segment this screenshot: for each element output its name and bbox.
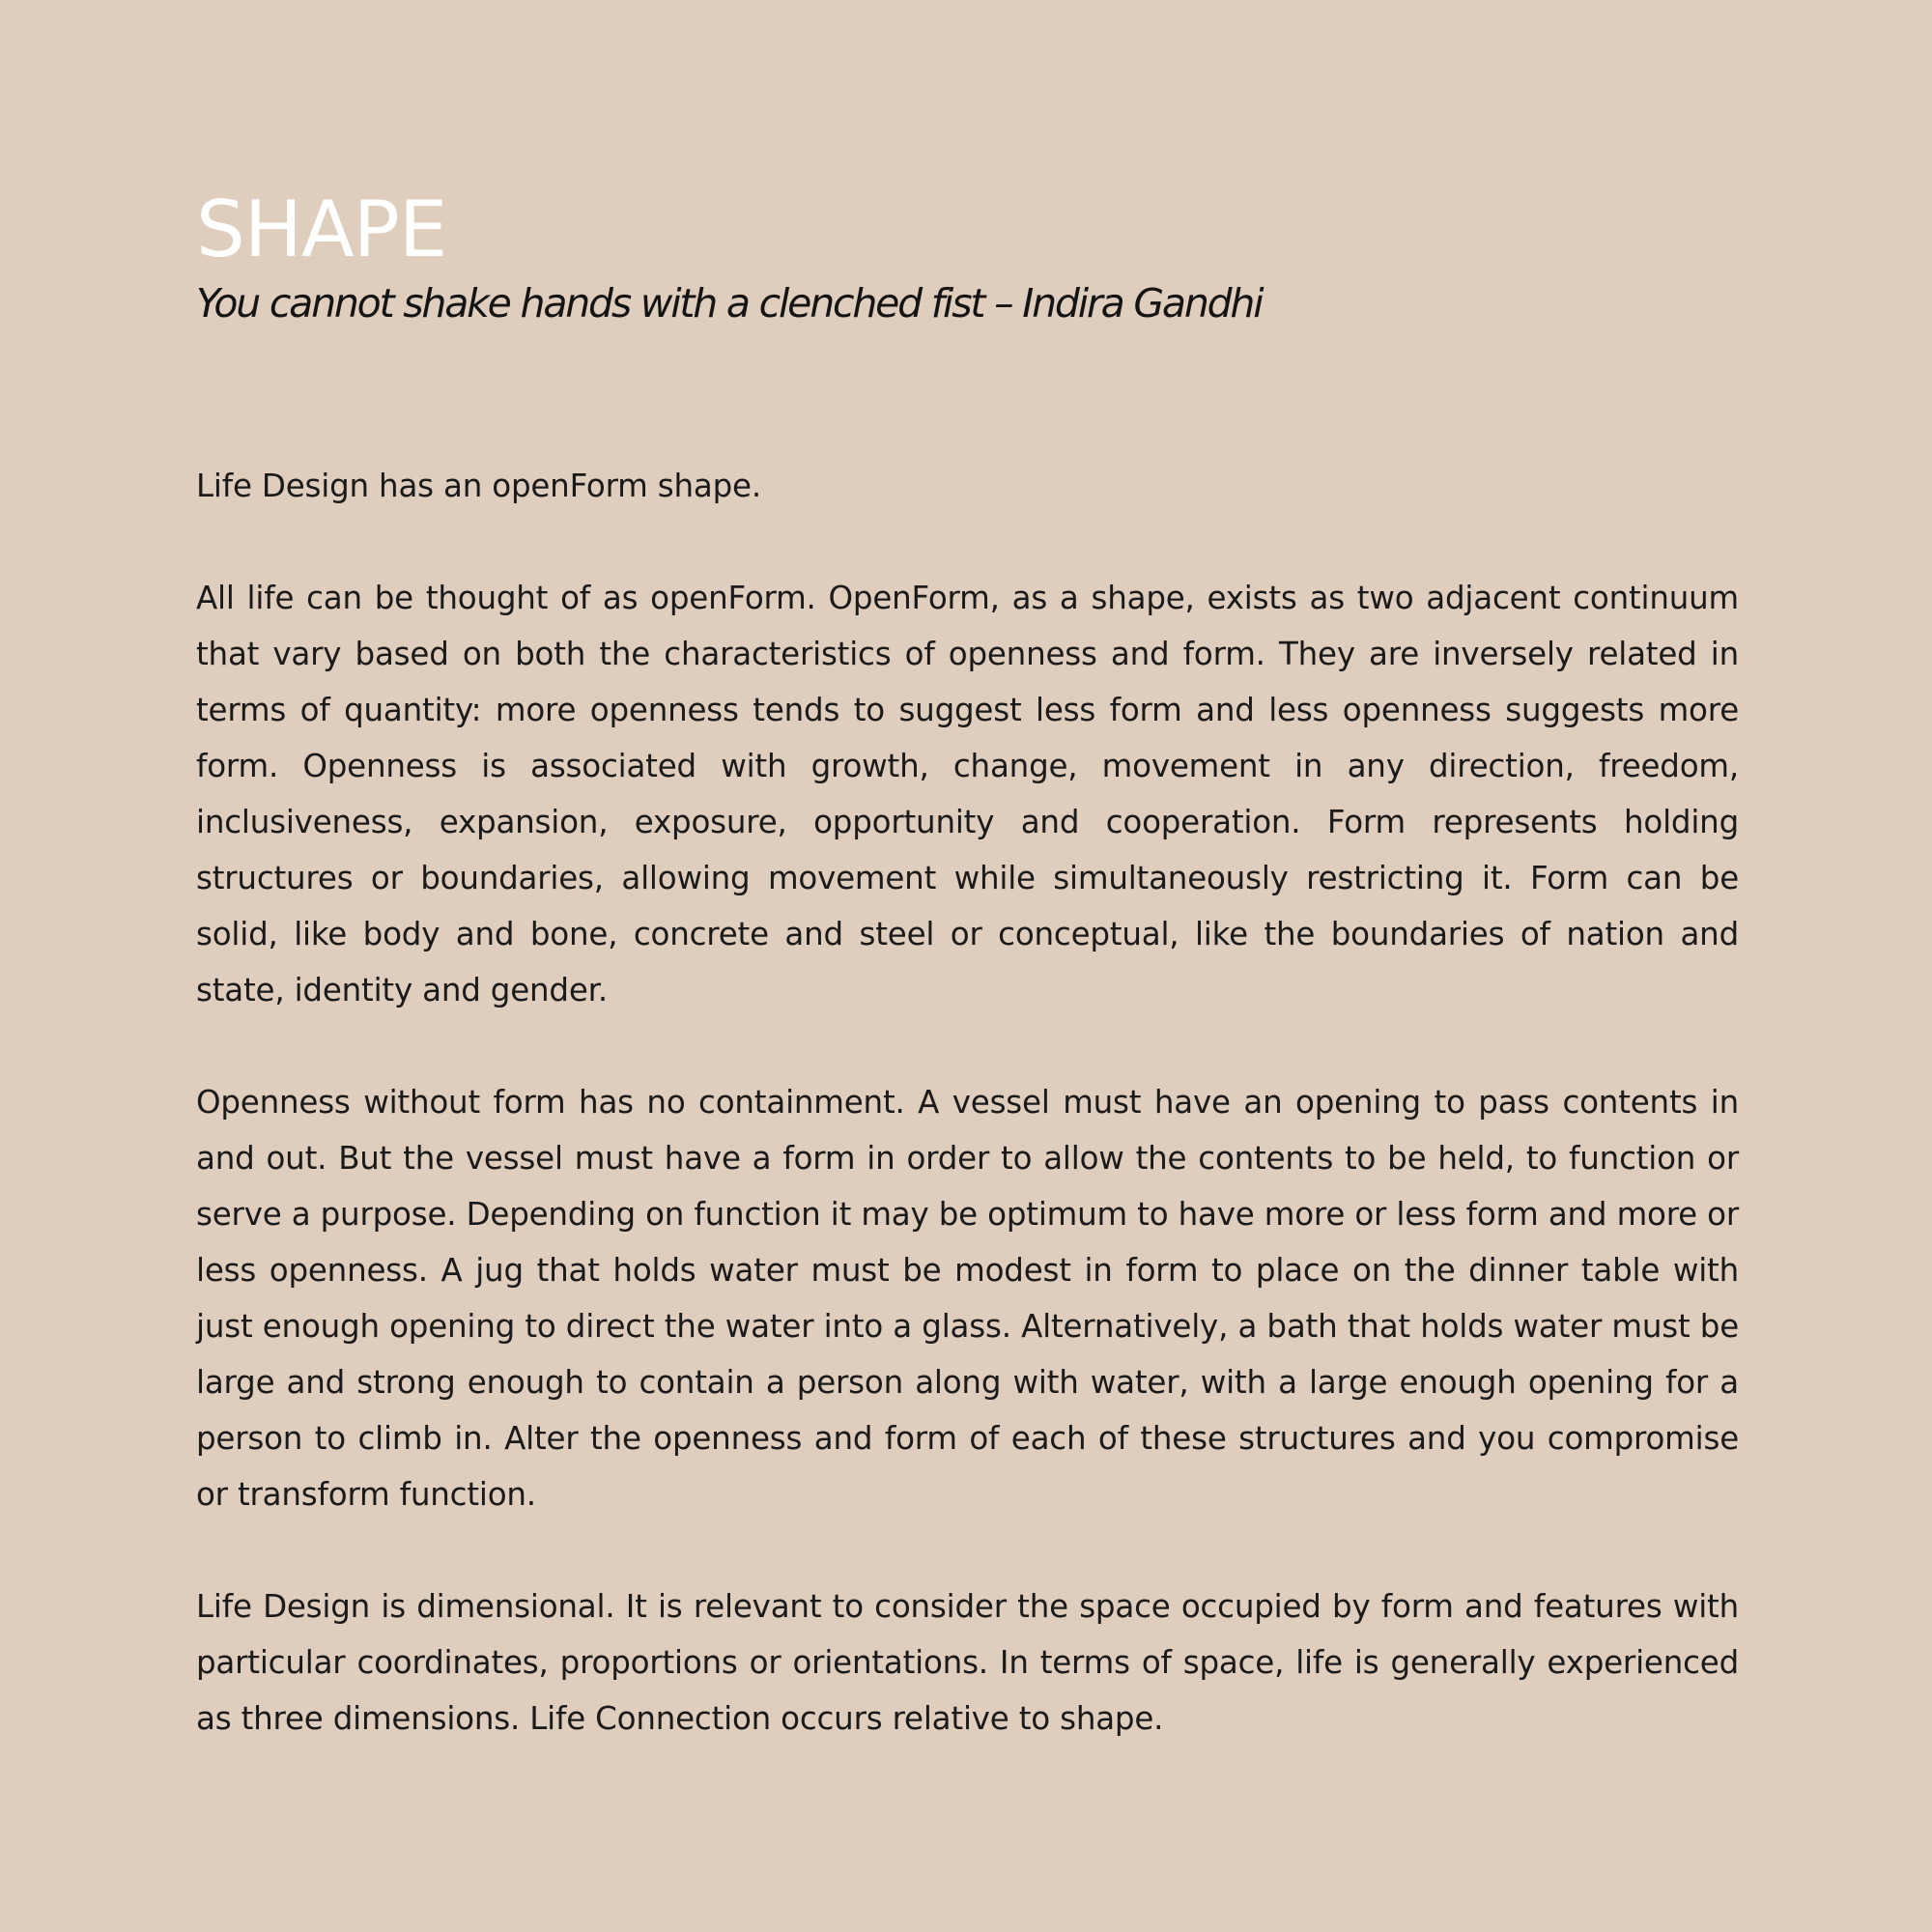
page-title: SHAPE xyxy=(196,185,447,274)
body-text xyxy=(196,458,1739,1747)
paragraph-3: Openness without form has no containment. A vessel must have an opening to pass contents in and out. But the vessel must have a form in order to allow the contents to be held, to function or serve a purpose. Depending on function it may be optimum to have more or less form and more or less openness. A jug that holds water must be modest in form to place on the dinner table with just enough opening to direct the water into a glass. Alternatively, a bath that holds water must be large and strong enough to contain a person along with water, with a large enough opening for a person to climb in. Alter the openness and form of each of these structures and you compromise or transform function. xyxy=(196,1084,1739,1513)
page-content xyxy=(196,184,1739,1747)
paragraph-4: Life Design is dimensional. It is relevant to consider the space occupied by form and features with particular coordinates, proportions or orientations. In terms of space, life is generally experienced as three dimensions. Life Connection occurs relative to shape. xyxy=(196,1588,1739,1737)
paragraph-1: Life Design has an openForm shape. xyxy=(196,468,761,504)
paragraph-2: All life can be thought of as openForm. OpenForm, as a shape, exists as two adjacent continuum that vary based on both the characteristics of openness and form. They are inversely related in terms of quantity: more openness tends to suggest less form and less openness suggests more form. Openness is associated with growth, change, movement in any direction, freedom, inclusiveness, expansion, exposure, opportunity and cooperation. Form represents holding structures or boundaries, allowing movement while simultaneously restricting it. Form can be solid, like body and bone, concrete and steel or conceptual, like the boundaries of nation and state, identity and gender. xyxy=(196,580,1739,1009)
quote: You cannot shake hands with a clenched fist – Indira Gandhi xyxy=(196,280,1263,327)
